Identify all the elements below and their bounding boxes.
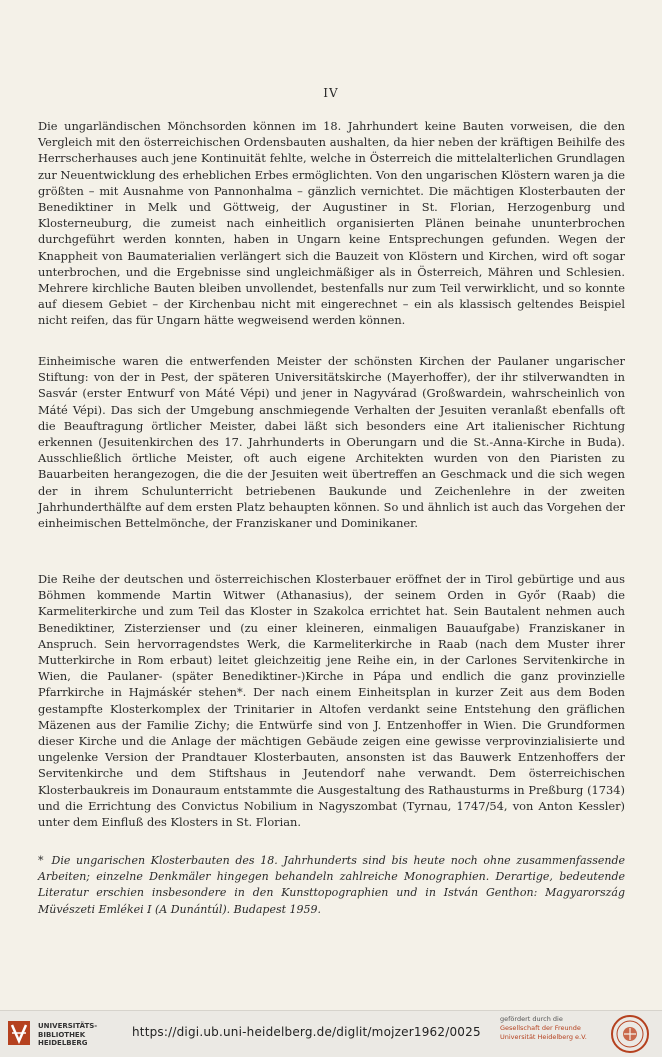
- paragraph-1: [38, 118, 625, 329]
- permalink-url[interactable]: https://digi.ub.uni-heidelberg.de/diglit/mojzer1962/0025: [132, 1025, 481, 1039]
- library-logo[interactable]: [6, 1017, 126, 1051]
- paragraph-3: [38, 571, 625, 830]
- footnote-text: Die ungarischen Klosterbauten des 18. Jahrhunderts sind bis heute noch ohne zusammenfassende Arbeiten; einzelne Denkmäler hingegen behandeln zahlreiche Monographien. Derartige, bedeutende Literatur erschien insbesondere in den Kunsttopographien und in István Genthon: Magyarország Müvészeti Emlékei I (A Dunántúl). Budapest 1959.: [38, 854, 625, 916]
- paragraph-text: Die ungarländischen Mönchsorden können im 18. Jahrhundert keine Bauten vorweisen, die den Vergleich mit den österreichischen Ordensbauten aushalten, da hier neben der kräftigen Beihilfe des Herrscherhauses auch jene Kontinuität fehlte, welche in Österreich die mittelalterlichen Grundlagen zur Neuentwicklung des erheblichen Erbes ermöglichten. Von den ungarischen Klöstern waren ja die größten – mit Ausnahme von Pannonhalma – gänzlich vernichtet. Die mächtigen Klosterbauten der Benediktiner in Melk und Göttweig, der Augustiner in St. Florian, Herzogenburg und Klosterneuburg, die zumeist nach einheitlich organisierten Plänen beinahe ununterbrochen durchgeführt werden konnten, haben in Ungarn keine Entsprechungen gefunden. Wegen der Knappheit von Baumaterialien verlängert sich die Bauzeit von Klöstern und Kirchen, wird oft sogar unterbrochen, und die Ergebnisse sind ungleichmäßiger als in Österreich, Mähren und Schlesien. Mehrere kirchliche Bauten bleiben unvollendet, bestenfalls nur zum Teil verwirklicht, und so konnte auf diesem Gebiet – der Kirchenbau nicht mit eingerechnet – ein als klassisch geltendes Beispiel nicht reifen, das für Ungarn hätte wegweisend werden können.: [38, 119, 626, 328]
- paragraph-text: Einheimische waren die entwerfenden Meister der schönsten Kirchen der Paulaner ungarischer Stiftung: von der in Pest, der späteren Universitätskirche (Mayerhoffer), der ihr stilverwandten in Sasvár (erster Entwurf von Máté Vépi) und jener in Nagyvárad (Großwardein, wahrscheinlich von Máté Vépi). Das sich der Umgebung anschmiegende Verhalten der Jesuiten veranlaßt ebenfalls oft die Beauftragung örtlicher Meister, dabei läßt sich besonders eine Art italienischer Richtung erkennen (Jesuitenkirchen des 17. Jahrhunderts in Oberungarn und die St.-Anna-Kirche in Buda). Ausschließlich örtliche Meister, oft auch eigene Architekten wurden von den Piaristen zu Bauarbeiten herangezogen, die die der Jesuiten weit übertreffen an Geschmack und die sich wegen der in ihrem Schulunterricht betriebenen Baukunde und Zeichenlehre in der zweiten Jahrhunderthälfte auf dem ersten Platz behaupten können. So und ähnlich ist auch das Vorgehen der einheimischen Bettelmönche, der Franziskaner und Dominikaner.: [38, 354, 625, 531]
- paragraph-2: [38, 353, 625, 531]
- library-name: UNIVERSITÄTS- BIBLIOTHEK HEIDELBERG: [38, 1022, 98, 1047]
- footnote: [38, 853, 625, 918]
- paragraph-text: Die Reihe der deutschen und österreichischen Klosterbauer eröffnet der in Tirol gebürtige und aus Böhmen kommende Martin Witwer (Athanasius), der seinem Orden in Győr (Raab) die Karmeliterkirche und zum Teil das Kloster in Szakolca errichtet hat. Sein Bautalent nehmen auch Benediktiner, Zisterzienser und (zu einer kleineren, einmaligen Bauaufgabe) Franziskaner in Anspruch. Sein hervorragendstes Werk, die Karmeliterkirche in Raab (nach dem Muster ihrer Mutterkirche in Rom erbaut) leitet gleichzeitig jene Reihe ein, in der Carlones Servitenkirche in Wien, die Paulaner- (später Benediktiner-)Kirche in Pápa und endlich die ganz provinzielle Pfarrkirche in Hajmáskér stehen*. Der nach einem Einheitsplan in kurzer Zeit aus dem Boden gestampfte Klosterkomplex der Trinitarier in Altofen verdankt seine Entstehung den gräflichen Mäzenen aus der Familie Zichy; die Entwürfe sind von J. Entzenhoffer in Wien. Die Grundformen dieser Kirche und die Anlage der mächtigen Gebäude zeigen eine gewisse verprovinzialisierte und ungelenke Version der Prandtauer Klosterbauten, ansonsten ist das Bauwerk Entzenhoffers der Servitenkirche und dem Stiftshaus in Jeutendorf nahe verwandt. Dem österreichischen Klosterbaukreis im Donauraum entstammte die Ausgestaltung des Rathausturms in Preßburg (1734) und die Errichtung des Convictus Nobilium in Nagyszombat (Tyrnau, 1747/54, von Anton Kessler) unter dem Einfluß des Klosters in St. Florian.: [38, 572, 625, 830]
- university-seal-icon: [610, 1014, 650, 1054]
- footnote-mark: *: [38, 854, 44, 867]
- library-crest-icon: [6, 1019, 32, 1047]
- viewer-footer: [0, 1010, 662, 1057]
- sponsor-note: gefördert durch die Gesellschaft der Freunde Universität Heidelberg e.V.: [500, 1015, 587, 1041]
- page-number: IV: [323, 86, 339, 100]
